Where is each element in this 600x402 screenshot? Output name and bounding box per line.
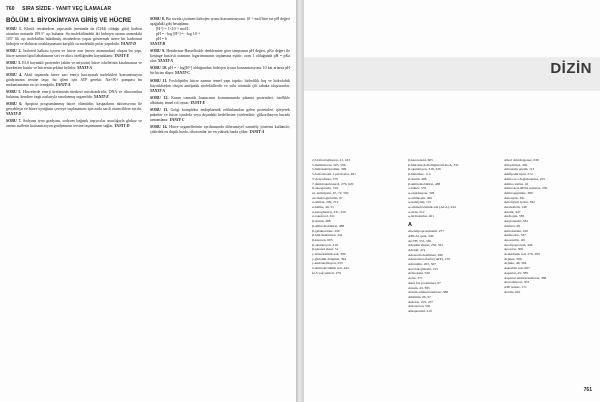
index-entry: Alanin aminotransferaz, 388 — [408, 290, 448, 295]
index-entry: β-oksidasyon, 318, 326 — [408, 167, 441, 172]
right-page — [304, 0, 600, 402]
index-entry: Askorbik asit, 607 — [504, 266, 530, 271]
index-entry: β-pleated sheet, 51 — [312, 247, 339, 252]
index-entry: ω-aminolevulinik asit (ALA), 444 — [408, 205, 456, 210]
index-entry: α-ketoglutarat, 231, 250 — [312, 209, 346, 214]
index-entry: Amfipatik lipid, 272 — [504, 172, 533, 177]
index-entry: β-oksidasyon, 318 — [312, 242, 338, 247]
answer-paragraph — [150, 125, 290, 135]
index-entry: Adenilat siklaz, 256, 561 — [408, 243, 444, 248]
answer-text: Henderson-Hasselbalch denklemine göre tamponun pH değeri, pKa değeri ile konjuge baz/asit oranının logaritmasının toplamına eşittir; oran 1 olduğunda pH = pKa olur. — [150, 49, 290, 64]
question-label: SORU 6. — [6, 102, 23, 107]
index-column-2 — [408, 158, 496, 314]
index-entry: β-aminoizobütirat, 488 — [408, 181, 441, 186]
index-entry: 8-oksoguanin, 516 — [312, 186, 339, 191]
answer-key: YANIT-A — [249, 129, 265, 134]
question-label: SORU 1. — [6, 26, 22, 31]
index-column-1 — [312, 158, 400, 276]
index-entry: Akut faz proteinleri, 67 — [408, 280, 441, 285]
index-entry: 5-metilsitozin, 505, 506 — [312, 162, 346, 167]
index-entry: Adenozin trifosfat (ATP), 150 — [408, 257, 450, 262]
answer-key: YANIT-D — [6, 112, 22, 117]
answer-key: YANIT-D — [114, 124, 130, 129]
index-entry: 5-hidroksitriptamin, 399 — [312, 167, 347, 172]
answer-key: YANIT-C — [174, 71, 190, 76]
answer-text: pH = −log[H⁺] olduğundan hidrojen iyonu konsantrasyonu 10 kat artarsa pH bir birim düşer. — [150, 66, 290, 76]
answer-paragraph — [6, 73, 142, 88]
section-title: BÖLÜM 1. BİYOKİMYAYA GİRİŞ VE HÜCRE — [6, 17, 132, 24]
index-entry: ω-kalsiyum, 115 — [408, 200, 432, 205]
index-entry: Adrenalin, 263, 567 — [408, 262, 436, 267]
question-label: SORU 12. — [150, 95, 169, 100]
answer-key: YANIT-B — [150, 42, 165, 47]
answer-key: YANIT-A — [77, 65, 92, 70]
index-entry: Aerobik glikoliz, 215 — [408, 266, 439, 271]
book-spine — [296, 0, 304, 402]
answer-paragraph — [150, 108, 290, 123]
index-entry: β-karoten, 605 — [312, 237, 333, 242]
index-column-3 — [504, 158, 594, 294]
question-label: SORU 11. — [150, 78, 168, 83]
question-label: SORU 2. — [6, 48, 22, 53]
index-entry: β-laktamaz, 114 — [408, 172, 431, 177]
answer-paragraph — [150, 49, 290, 64]
index-entry: α-heliks, 49, 51 — [312, 205, 334, 210]
index-entry: γ-glutamil döngüsü, 394 — [312, 256, 347, 261]
index-entry: β-aminoizobütirat, 488 — [312, 223, 345, 228]
index-entry: γ-karboksilasyon, 615 — [312, 261, 343, 266]
answer-paragraph — [6, 119, 142, 129]
left-column-2 — [150, 17, 290, 137]
index-letter-heading: A — [408, 222, 412, 229]
index-entry: Antioksidan, 610 — [504, 228, 529, 233]
index-entry: β-alanin, 488 — [312, 219, 331, 224]
index-entry: ω-aminoasit, 402 — [408, 195, 433, 200]
answer-text: Golgi kompleksi endoplazmik retikulumdan gelen proteinleri işleyerek paketler ve hücre içindeki veya dışındaki hedeflerine yönlendirir; glikozilasyon burada tamamlanır. — [150, 107, 290, 122]
answer-paragraph — [6, 102, 142, 117]
index-entry: Anabolizm, 148 — [504, 205, 527, 210]
answers-column-1 — [6, 27, 142, 130]
answer-text: Sodyum iyon gradyanı, sodyum bağımlı taşıyıcılar aracılığıyla glukoz ve amino asitlerin konsantrasyon gradyanının tersine taşınmasını sağlar. — [6, 119, 143, 129]
index-entry: Apolipoprotein, 346 — [504, 242, 533, 247]
index-entry: 2,3-bifosfogliserat, 41, 163 — [312, 158, 351, 162]
index-entry: β-alanin, 488 — [408, 176, 427, 181]
index-entry: γ-aminobütirik asit, 399 — [312, 252, 346, 257]
answer-paragraph — [150, 66, 290, 76]
index-entry: 5-fosforibozil-1-pirofosfat, 481 — [312, 172, 356, 177]
index-entry: β-galaktozidaz, 290 — [312, 228, 340, 233]
index-entry: Aldosteron, 581 — [408, 304, 431, 309]
question-label: SORU 13. — [150, 107, 169, 112]
answer-key: YANIT-C — [169, 117, 185, 122]
index-title: DİZİN — [550, 60, 592, 77]
index-entry: Amilo-α-1,6-glukozidaz, 255 — [504, 176, 546, 181]
index-entry: Adenozin deaminaz, 490 — [408, 252, 443, 257]
answer-key: YANIT-A — [158, 59, 173, 64]
left-column-1 — [6, 17, 142, 131]
index-entry: Amonyak, 391 — [504, 195, 525, 200]
index-entry: Antikodon, 547 — [504, 233, 526, 238]
index-entry: Alkol dehidrogenaz, 630 — [504, 158, 539, 162]
index-entry: ω-hidroksilaz, 401 — [408, 214, 435, 219]
answers-column-2 — [150, 17, 290, 135]
index-entry: Aminopeptidaz, 380 — [504, 190, 533, 195]
index-entry: δ-aminolevulinik asit, 444 — [312, 266, 349, 271]
index-entry: Anemi, 447 — [504, 209, 521, 214]
calculation-line: [H⁺] = 1×10⁻⁶ mol/L — [156, 27, 190, 32]
right-page-number: 761 — [583, 387, 592, 393]
index-entry: Abetalipoproteinemi, 277 — [408, 229, 444, 234]
answer-text: Bir sıvıda çözünen hidrojen iyonu konsantrasyonu 10⁻⁶ mol/litre ise pH değeri aşağıdaki gibi hesaplanır. — [150, 17, 290, 27]
index-entry: ABCA1 geni, 349 — [408, 233, 434, 238]
index-entry: Adenin, 474 — [408, 247, 426, 252]
answer-key: YANIT-E — [93, 95, 109, 100]
left-page-number: 760 — [6, 6, 15, 12]
index-entry: β-hidroksi-β-metilglutaril-KoA, 331 — [408, 162, 459, 167]
index-entry: Arjinin, 46, 394 — [504, 261, 527, 266]
index-entry: 5'-deiyodinaz, 579 — [312, 176, 338, 181]
answer-text: Hücre organellerinin ayrılmasında diferansiyel santrifüj yöntemi kullanılır; çekirdek en düşük hızda, ribozomlar ise en yüksek hızda çöker. — [150, 124, 290, 134]
index-entry: β-karotenoid, 605 — [408, 158, 433, 162]
calculation-line: pH = 6 — [156, 37, 167, 42]
index-entry: α2-makroglobulin, 67 — [312, 195, 343, 200]
question-label: SORU 14. — [150, 124, 168, 129]
answer-text: Aktif taşımada hücre zarı enerji harcayarak moleküleri konsantrasyon gradyanının tersine taşır; bu işlem için ATP gerekir. Na+/K+ pompası bu mekanizmanın en iyi örneğidir. — [6, 72, 142, 87]
index-entry: α1-antitripsin, 67, 72, 582 — [312, 190, 349, 195]
index-entry: Ω-3 yağ asitleri, 279 — [312, 270, 341, 275]
index-entry: σ-faktör, 535 — [408, 186, 427, 191]
answer-text: Fosfolipitler hücre zarının temel yapı taşıdır; hidrofilik baş ve hidrofobik kuyruklardan oluşan amfipatik moleküllerdir ve sulu ortamda çift tabaka oluştururlar. — [150, 78, 290, 88]
answer-paragraph — [150, 17, 290, 47]
index-entry: Alanin, 43, 385 — [408, 285, 430, 290]
index-entry: Avidin, 601 — [504, 289, 521, 294]
answer-text: Apoptoz programlanmış hücre ölümüdür; kaspazların aktivasyonu ile gerçekleşir ve hücre içeriğinin çevreye saçılmaması için zarla sarılı cisimciklere ayrılır. — [6, 102, 143, 112]
answer-paragraph — [6, 61, 142, 71]
index-entry: Angiotensin, 581 — [504, 219, 529, 224]
index-entry: ATP sentaz, 171 — [504, 284, 527, 289]
index-entry: Aflatoksin, 520 — [408, 271, 430, 276]
question-label: SORU 10. — [150, 66, 167, 71]
answer-key: YANIT-D — [120, 41, 136, 46]
index-entry: Alkaptonüri, 410 — [408, 309, 432, 314]
index-entry: ω-oksidasyon, 328 — [408, 190, 435, 195]
answer-key: YANIT-E — [114, 53, 130, 58]
index-entry: Açlık, 371 — [408, 276, 423, 281]
index-entry: Aldolaz, 219, 237 — [408, 299, 434, 304]
index-entry: Amino asitler, 42 — [504, 181, 529, 186]
index-entry: Albümin, 66, 67 — [408, 294, 431, 299]
index-entry: Arjinaz, 396 — [504, 256, 522, 261]
index-entry: Aspartat, 45, 385 — [504, 270, 529, 275]
left-page — [0, 0, 296, 402]
index-entry: α-tokoferol, 611 — [312, 214, 335, 219]
index-entry: Arakidonik asit, 279, 283 — [504, 252, 540, 257]
index-entry: Ateroskleroz, 353 — [504, 280, 530, 285]
index-entry: Apoptoz, 509 — [504, 247, 524, 252]
question-label: SORU 3. — [6, 60, 21, 65]
index-entry: ACTH, 551, 581 — [408, 238, 432, 243]
answer-paragraph — [6, 27, 142, 47]
calculation-line: pH = −log [H⁺] = −log 10⁻⁶ — [156, 32, 201, 37]
index-entry: 7-dehidrokolesterol, 279, 620 — [312, 181, 354, 186]
index-entry: Aminoaçil-tRNA sentetaz, 550 — [504, 186, 548, 191]
left-running-head-text: SIRA SİZDE - YANIT VEÇ İLAMALAR — [22, 6, 112, 12]
index-entry: Allopürinol, 492 — [504, 162, 528, 167]
question-label: SORU 5. — [6, 90, 22, 95]
answer-key: YANIT-E — [190, 100, 206, 105]
answer-text: Kanın ozmotik basıncının korunmasında plazma proteinleri, özellikle albümin, temel rol oynar. — [150, 95, 290, 105]
index-entry: α-amilaz, 209, 212 — [312, 200, 339, 205]
index-entry: β-hidroksibütirat, 341 — [312, 233, 343, 238]
answer-paragraph — [150, 79, 290, 94]
index-entry: Aspartat aminotransferaz, 388 — [504, 275, 547, 280]
index-entry: Antikor, 69 — [504, 223, 520, 228]
question-label: SORU 8. — [150, 17, 165, 21]
answer-text: ELS kaynaklı proteinler (aktin ve miyozin) hücre iskeletinin kasılmasına ve hareketine katılır ve hücrenin şeklini belirler. — [6, 60, 142, 70]
answer-key: YANIT-A — [150, 88, 165, 93]
index-entry: Amonyum iyonu, 392 — [504, 200, 535, 205]
answer-paragraph — [6, 49, 142, 59]
index-entry: Allosterik enzim, 113 — [504, 167, 535, 172]
question-label: SORU 4. — [6, 72, 23, 77]
index-entry: Androjen, 585 — [504, 214, 525, 219]
left-running-head — [6, 6, 111, 12]
question-label: SORU 7. — [6, 119, 22, 124]
answer-text: Klasik tetrahedron yapısında (metanda da (CH4) olduğu gibi) karbon atomları arasında 109.5° açı bulunur. Su molekülündeki iki hidrojen atomu arasındaki 105° lik açı molekülün bükülmüş tetrahedron yapısı göstermek üzere bir karbonun hidrojen ve elektron ortaklaşmasına karşılık su molekülü polar yapıdadır. — [6, 26, 142, 46]
index-entry: ω-lisin, 212 — [408, 209, 425, 214]
answer-key: YANIT-A — [55, 82, 71, 87]
answer-text: İzoleted halkası içeren ve hücre zarı (mezo atomundan) oluşan bu yapı, hücre zarının lipid tabakasının sıvı ve akıcı özelliğinden kaynaklanır. — [6, 48, 142, 58]
answer-paragraph — [6, 90, 142, 100]
answer-text: Hücrelerde enerji üretiminin merkezi mitokondridir; DNA ve ribozomları bulunan, kendine özgü zarlarıyla sınırlanmış organeldir. — [6, 90, 142, 100]
answer-paragraph — [150, 96, 290, 106]
index-entry: Apoenzim, 101 — [504, 237, 526, 242]
question-label: SORU 9. — [150, 49, 166, 54]
